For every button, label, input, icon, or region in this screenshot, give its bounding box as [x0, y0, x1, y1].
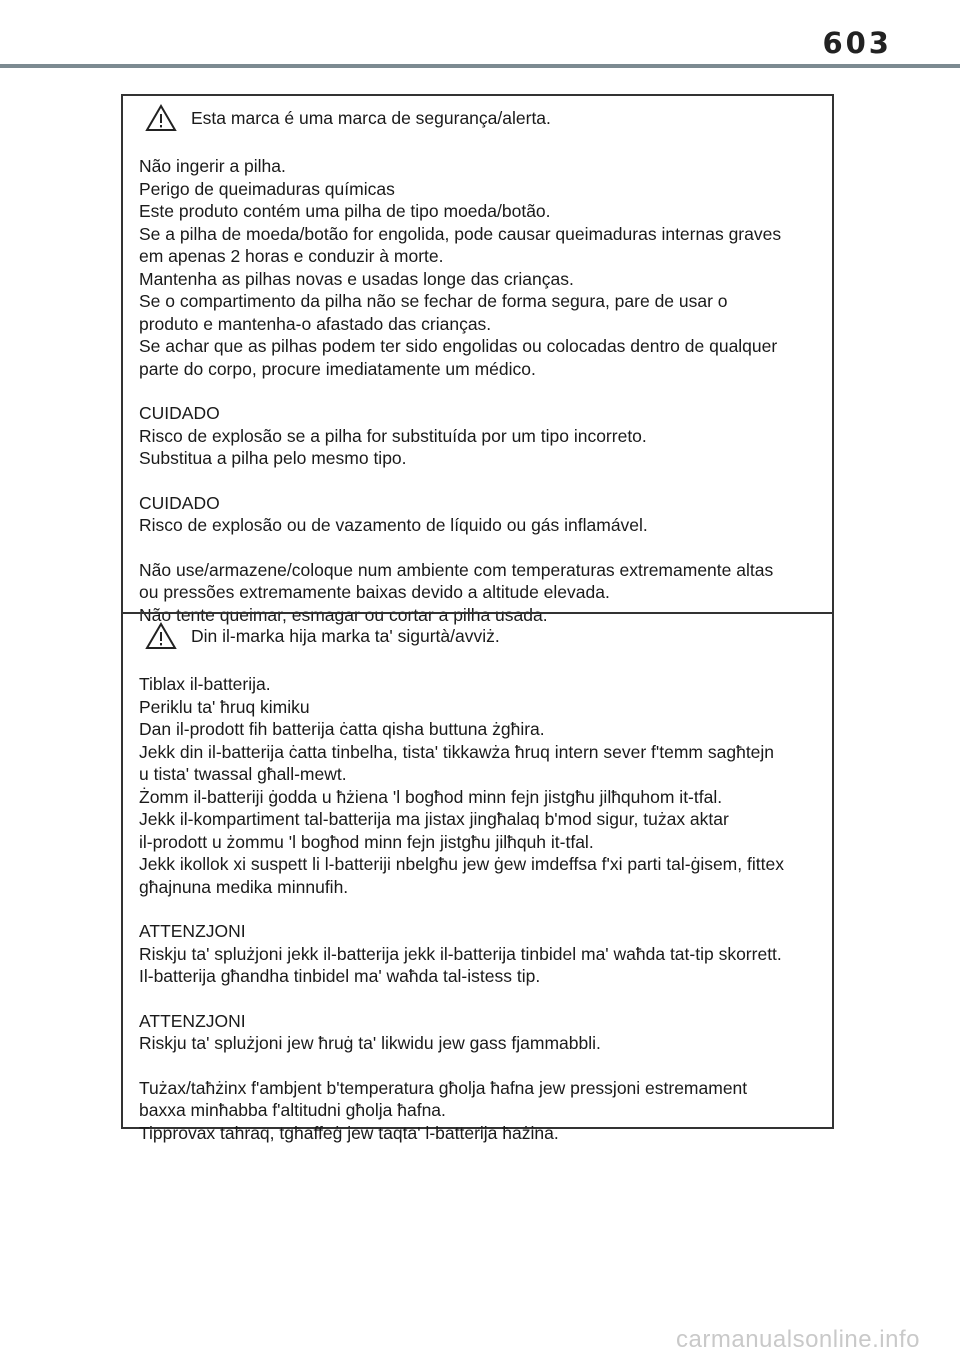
- header-rule: [0, 64, 960, 68]
- paragraph: [139, 1077, 818, 1145]
- notice-section-maltese: [123, 612, 832, 1143]
- warning-heading: Din il-marka hija marka ta' sigurtà/avviż.: [191, 625, 500, 646]
- text-line: Żomm il-batteriji ġodda u ħżiena 'l bogħod minn fejn jistgħu jilħquhom it-tfal.: [139, 786, 723, 807]
- text-line: il-prodott u żommu 'l bogħod minn fejn jistgħu jilħquh it-tfal.: [139, 831, 594, 852]
- text-line: u tista' twassal għall-mewt.: [139, 764, 347, 784]
- warning-heading-row: [139, 99, 818, 137]
- text-line: Jekk din il-batterija ċatta tinbelha, tista' tikkawża ħruq intern sever f'temm sagħtejn: [139, 741, 775, 762]
- text-line: Este produto contém uma pilha de tipo moeda/botão.: [139, 201, 551, 221]
- caution-label: CUIDADO: [139, 403, 220, 423]
- text-line: em apenas 2 horas e conduzir à morte.: [139, 246, 444, 266]
- text-line: parte do corpo, procure imediatamente um médico.: [139, 358, 536, 379]
- text-line: Risco de explosão se a pilha for substituída por um tipo incorreto.: [139, 425, 647, 446]
- battery-safety-notice: [121, 94, 834, 1143]
- text-line: Substitua a pilha pelo mesmo tipo.: [139, 448, 407, 468]
- text-line: Mantenha as pilhas novas e usadas longe das crianças.: [139, 268, 574, 289]
- text-line: Não use/armazene/coloque num ambiente com temperaturas extremamente altas: [139, 559, 774, 580]
- page-number: 603: [822, 26, 892, 60]
- paragraph: [139, 1010, 818, 1055]
- text-line: Se o compartimento da pilha não se fechar de forma segura, pare de usar o: [139, 291, 728, 311]
- text-line: Dan il-prodott fih batterija ċatta qisha buttuna żgħira.: [139, 719, 545, 739]
- text-line: baxxa minħabba f'altitudni għolja ħafna.: [139, 1100, 446, 1120]
- text-line: għajnuna medika minnufih.: [139, 876, 349, 897]
- text-line: Riskju ta' splużjoni jew ħruġ ta' likwidu jew gass fjammabbli.: [139, 1033, 601, 1053]
- text-line: Perigo de queimaduras químicas: [139, 178, 395, 199]
- notice-section-portuguese: [123, 96, 832, 625]
- caution-label: CUIDADO: [139, 492, 220, 513]
- watermark: carmanualsonline.info: [676, 1326, 920, 1353]
- text-line: Se a pilha de moeda/botão for engolida, pode causar queimaduras internas graves: [139, 223, 782, 244]
- text-line: Tużax/taħżinx f'ambjent b'temperatura għolja ħafna jew pressjoni estremament: [139, 1077, 748, 1098]
- warning-heading-row: [139, 617, 818, 655]
- paragraph: [139, 492, 818, 537]
- text-line: ou pressões extremamente baixas devido a altitude elevada.: [139, 582, 610, 602]
- text-line: Jekk il-kompartiment tal-batterija ma jistax jingħalaq b'mod sigur, tużax aktar: [139, 809, 729, 829]
- text-line: Il-batterija għandha tinbidel ma' waħda tal-istess tip.: [139, 966, 541, 986]
- warning-triangle-icon: [145, 622, 177, 650]
- text-line: produto e mantenha-o afastado das crianças.: [139, 313, 492, 334]
- text-line: Jekk ikollok xi suspett li l-batteriji nbelgħu jew ġew imdeffsa f'xi parti tal-ġisem, fittex: [139, 854, 784, 874]
- caution-label: ATTENZJONI: [139, 921, 246, 941]
- paragraph: [139, 673, 818, 898]
- warning-triangle-icon: [145, 104, 177, 132]
- text-line: Se achar que as pilhas podem ter sido engolidas ou colocadas dentro de qualquer: [139, 336, 778, 356]
- paragraph: [139, 155, 818, 380]
- warning-heading: Esta marca é uma marca de segurança/alerta.: [191, 107, 551, 128]
- text-line: Não ingerir a pilha.: [139, 156, 286, 176]
- paragraph: [139, 402, 818, 470]
- text-line: Tiblax il-batterija.: [139, 674, 271, 694]
- caution-label: ATTENZJONI: [139, 1010, 246, 1031]
- text-line: Risco de explosão ou de vazamento de líquido ou gás inflamável.: [139, 515, 648, 535]
- paragraph: [139, 920, 818, 988]
- text-line: Não tente queimar, esmagar ou cortar a pilha usada.: [139, 604, 548, 625]
- text-line: Tipprovax taħraq, tgħaffeġ jew taqta' l-batterija ħażina.: [139, 1122, 559, 1143]
- text-line: Periklu ta' ħruq kimiku: [139, 696, 310, 717]
- text-line: Riskju ta' splużjoni jekk il-batterija jekk il-batterija tinbidel ma' waħda tat-tip skorrett.: [139, 943, 782, 964]
